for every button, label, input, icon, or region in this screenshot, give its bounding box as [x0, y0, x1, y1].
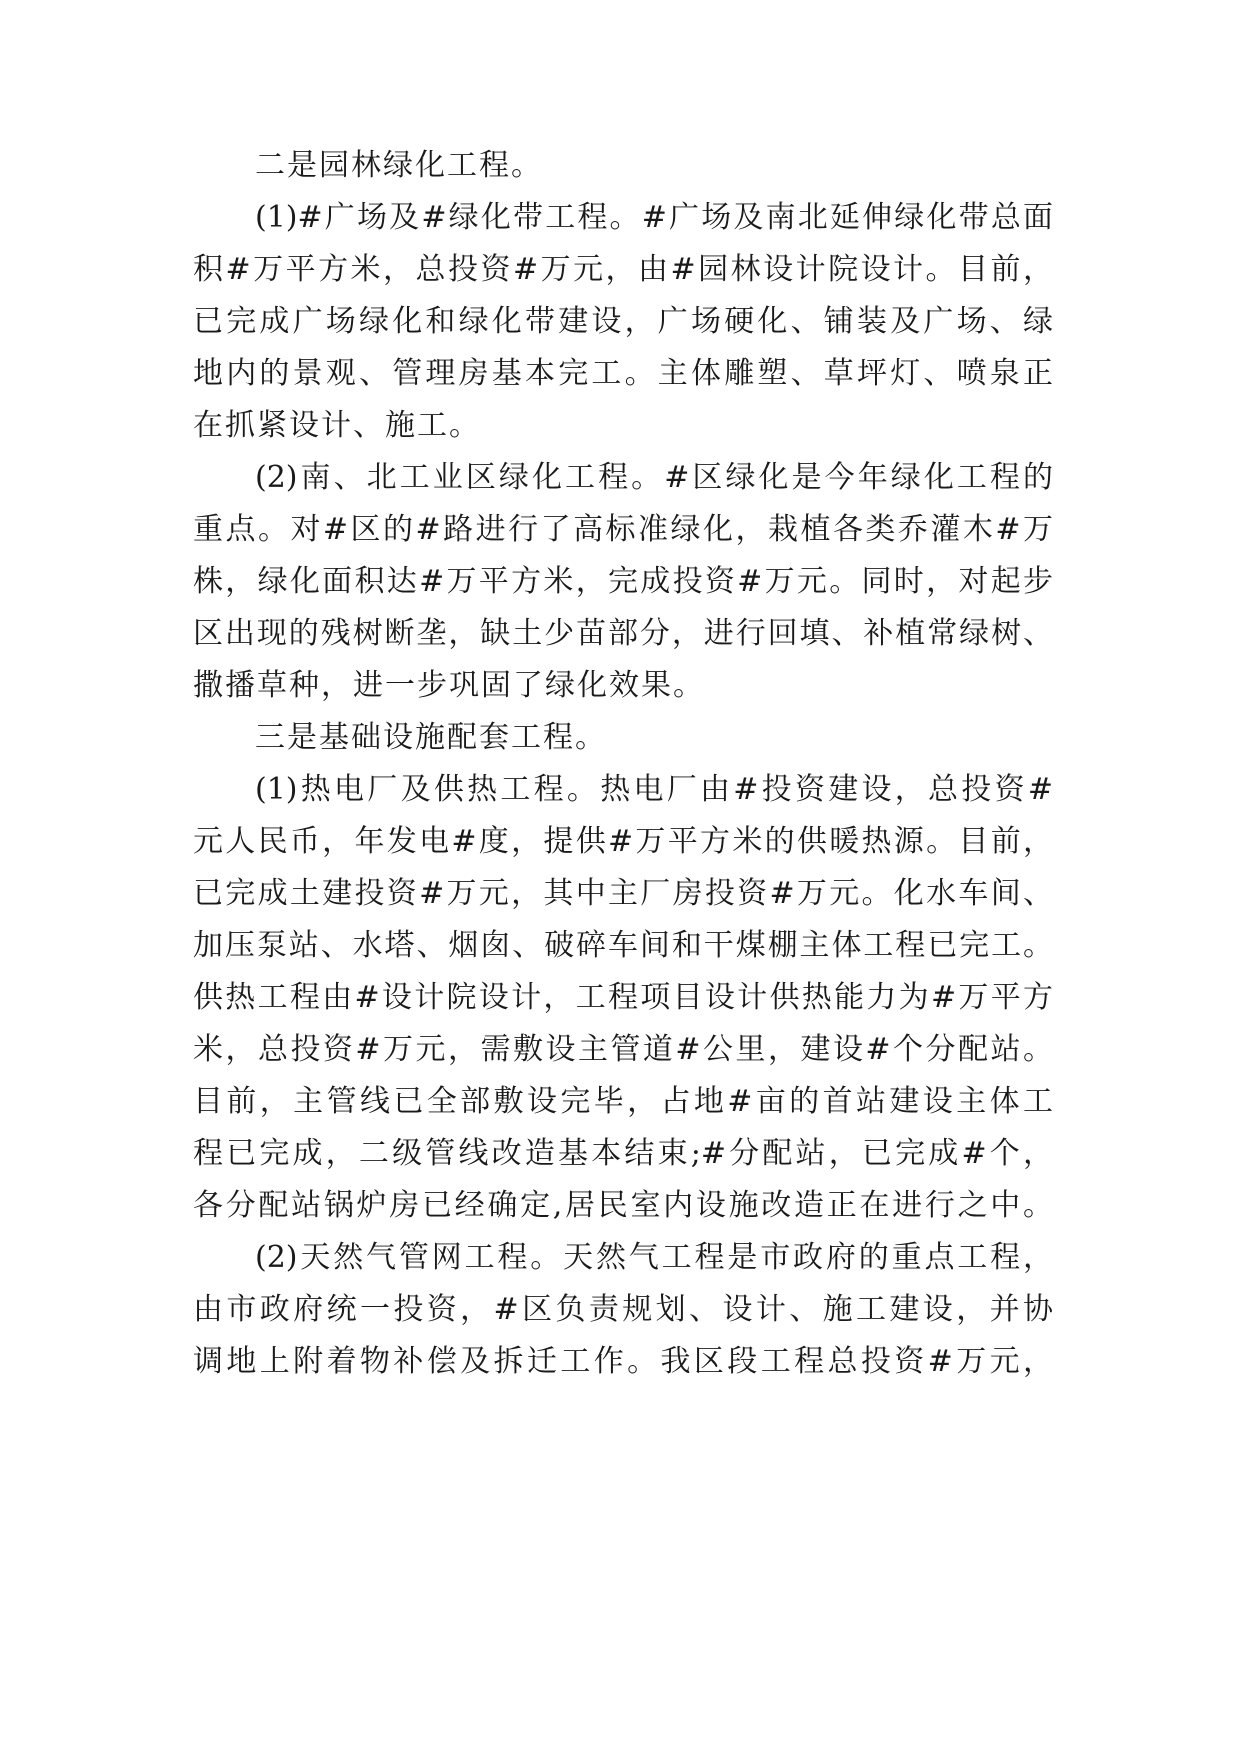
paragraph-line: 加压泵站、水塔、烟囱、破碎车间和干煤棚主体工程已完工。	[193, 928, 1053, 963]
paragraph-line: 目前，主管线已全部敷设完毕，占地#亩的首站建设主体工	[193, 1084, 1053, 1119]
paragraph-line: 地内的景观、管理房基本完工。主体雕塑、草坪灯、喷泉正	[193, 356, 1053, 391]
paragraph-line: 程已完成，二级管线改造基本结束;#分配站，已完成#个，	[193, 1136, 1053, 1171]
paragraph-line: (2)天然气管网工程。天然气工程是市政府的重点工程，	[255, 1240, 1053, 1275]
paragraph-line: 撒播草种，进一步巩固了绿化效果。	[193, 668, 705, 703]
paragraph-line: 米，总投资#万元，需敷设主管道#公里，建设#个分配站。	[193, 1032, 1053, 1067]
paragraph-line: 在抓紧设计、施工。	[193, 408, 481, 443]
paragraph-line: 由市政府统一投资，#区负责规划、设计、施工建设，并协	[193, 1292, 1053, 1327]
paragraph-line: 区出现的残树断垄，缺土少苗部分，进行回填、补植常绿树、	[193, 616, 1053, 651]
paragraph-line: (1)#广场及#绿化带工程。#广场及南北延伸绿化带总面	[255, 200, 1053, 235]
paragraph-line: 各分配站锅炉房已经确定,居民室内设施改造正在进行之中。	[193, 1188, 1053, 1223]
paragraph-line: 重点。对#区的#路进行了高标准绿化，栽植各类乔灌木#万	[193, 512, 1053, 547]
paragraph-line: 供热工程由#设计院设计，工程项目设计供热能力为#万平方	[193, 980, 1053, 1015]
paragraph-line: 调地上附着物补偿及拆迁工作。我区段工程总投资#万元，	[193, 1344, 1053, 1379]
heading-infrastructure: 三是基础设施配套工程。	[255, 720, 607, 755]
paragraph-line: 株，绿化面积达#万平方米，完成投资#万元。同时，对起步	[193, 564, 1053, 599]
paragraph-line: (1)热电厂及供热工程。热电厂由#投资建设，总投资#	[255, 772, 1053, 807]
paragraph-line: 已完成土建投资#万元，其中主厂房投资#万元。化水车间、	[193, 876, 1053, 911]
heading-landscaping: 二是园林绿化工程。	[255, 148, 543, 183]
paragraph-line: 元人民币，年发电#度，提供#万平方米的供暖热源。目前，	[193, 824, 1053, 859]
paragraph-line: 积#万平方米，总投资#万元，由#园林设计院设计。目前，	[193, 252, 1053, 287]
paragraph-line: 已完成广场绿化和绿化带建设，广场硬化、铺装及广场、绿	[193, 304, 1053, 339]
paragraph-line: (2)南、北工业区绿化工程。#区绿化是今年绿化工程的	[255, 460, 1053, 495]
